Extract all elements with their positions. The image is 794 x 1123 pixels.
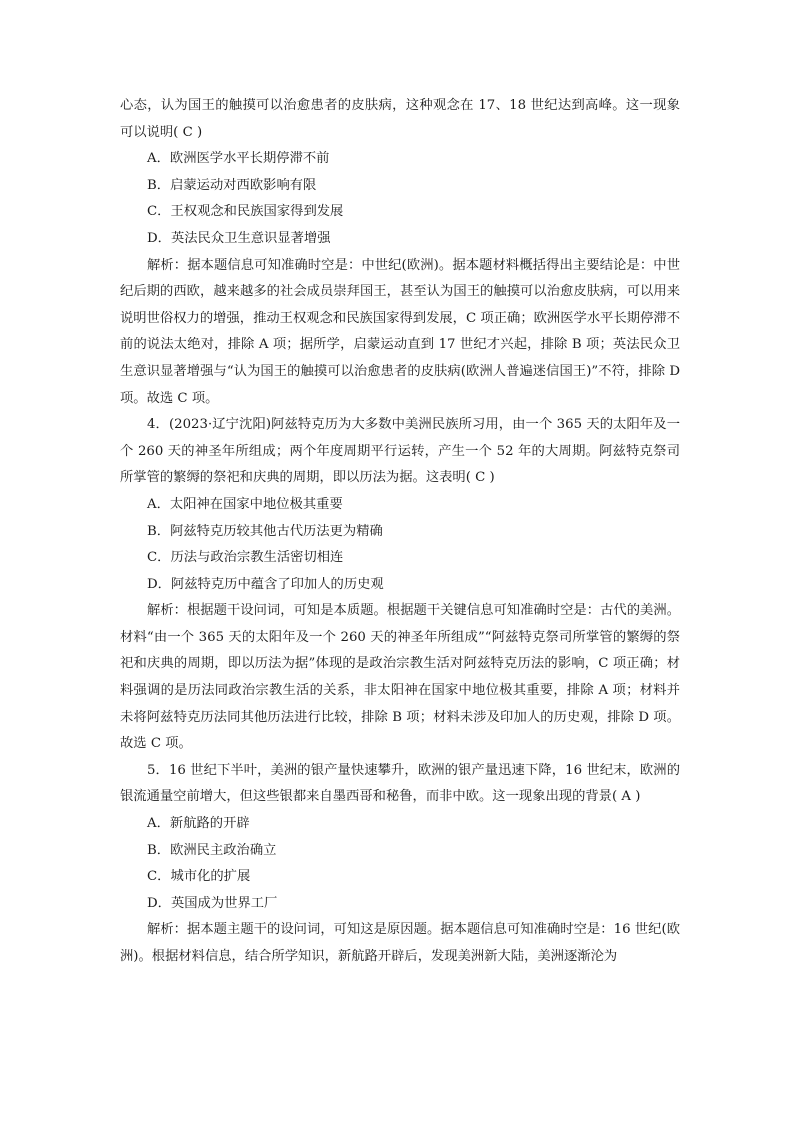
q4-stem: 4．(2023·辽宁沈阳)阿兹特克历为大多数中美洲民族所习用，由一个 365 天的太阳年及一个 260 天的神圣年所组成；两个年度周期平行运转，产生一个 52 年的大周期。阿兹特克祭司所掌管的繁缛的祭祀和庆典的周期，即以历法为据。这表明( C ) xyxy=(120,417,680,486)
q4-option-b: B．阿兹特克历较其他古代历法更为精确 xyxy=(147,523,383,539)
q5-option-d: D．英国成为世界工厂 xyxy=(147,895,278,911)
q4-option-c: C．历法与政治宗教生活密切相连 xyxy=(147,550,344,566)
q5-option-b: B．欧洲民主政治确立 xyxy=(147,842,277,858)
q5-option-c: C．城市化的扩展 xyxy=(147,869,251,885)
document-page xyxy=(120,93,680,971)
q3-option-d: D．英法民众卫生意识显著增强 xyxy=(147,230,331,246)
q3-stem: 心态，认为国王的触摸可以治愈患者的皮肤病，这种观念在 17、18 世纪达到高峰。这一现象可以说明( C ) xyxy=(120,98,680,140)
q3-option-a: A．欧洲医学水平长期停滞不前 xyxy=(147,151,330,167)
q3-option-c: C．王权观念和民族国家得到发展 xyxy=(147,204,344,220)
q4-option-a: A．太阳神在国家中地位极其重要 xyxy=(147,496,343,512)
q5-stem: 5．16 世纪下半叶，美洲的银产量快速攀升，欧洲的银产量迅速下降，16 世纪末，欧洲的银流通量空前增大，但这些银都来自墨西哥和秘鲁，而非中欧。这一现象出现的背景( A ) xyxy=(120,762,680,805)
q3-option-b: B．启蒙运动对西欧影响有限 xyxy=(147,177,317,193)
q5-analysis: 解析：据本题主题干的设问词，可知这是原因题。据本题信息可知准确时空是：16 世纪(欧洲)。根据材料信息，结合所学知识，新航路开辟后，发现美洲新大陆，美洲逐渐沦为 xyxy=(120,922,680,964)
q3-analysis: 解析：据本题信息可知准确时空是：中世纪(欧洲)。据本题材料概括得出主要结论是：中世纪后期的西欧，越来越多的社会成员崇拜国王，甚至认为国王的触摸可以治愈皮肤病，可以用来说明世俗权力的增强，推动王权观念和民族国家得到发展，C 项正确；欧洲医学水平长期停滞不前的说法太绝对，排除 A 项；据所学，启蒙运动直到 17 世纪才兴起，排除 B 项；英法民众卫生意识显著增强与“认为国王的触摸可以治愈患者的皮肤病(欧洲人普遍迷信国王)”不符，排除 D 项。故选 C 项。 xyxy=(120,257,680,406)
q5-option-a: A．新航路的开辟 xyxy=(147,816,250,832)
q4-option-d: D．阿兹特克历中蕴含了印加人的历史观 xyxy=(147,576,384,592)
q4-analysis: 解析：根据题干设问词，可知是本质题。根据题干关键信息可知准确时空是：古代的美洲。材料“由一个 365 天的太阳年及一个 260 天的神圣年所组成”“阿兹特克祭司所掌管的繁缛的祭祀和庆典的周期，即以历法为据”体现的是政治宗教生活对阿兹特克历法的影响，C 项正确；材料强调的是历法同政治宗教生活的关系，非太阳神在国家中地位极其重要，排除 A 项；材料并未将阿兹特克历法同其他历法进行比较，排除 B 项；材料未涉及印加人的历史观，排除 D 项。故选 C 项。 xyxy=(120,603,680,752)
